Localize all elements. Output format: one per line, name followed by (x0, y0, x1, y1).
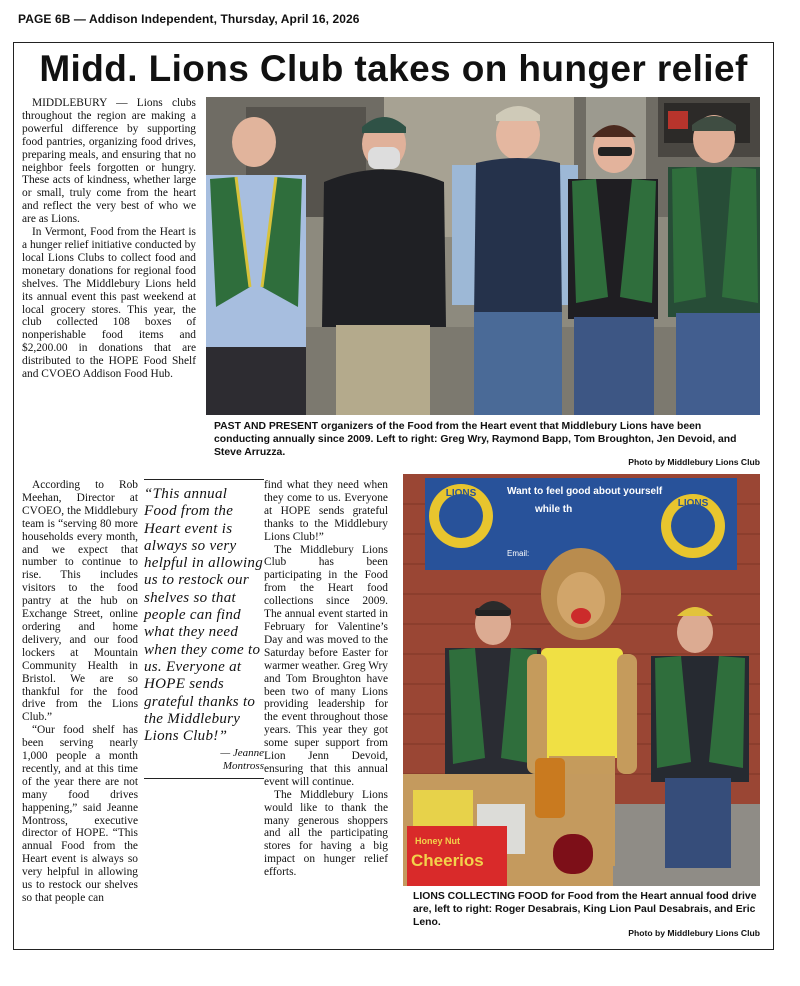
banner-lions-logo-text: LIONS (445, 488, 477, 499)
banner-lions-logo-text: LIONS (677, 498, 709, 509)
body-paragraph: MIDDLEBURY — Lions clubs throughout the region are making a powerful difference by supporting food pantries, organizing food drives, preparing meals, and ensuring that no neighbor feels forgotten or hungry. These acts of kindness, whether large or small, truly come from the heart and reflect the very best of who we are as Lions. (22, 97, 196, 226)
organizers-photo-credit: Photo by Middlebury Lions Club (628, 457, 760, 467)
pull-quote (144, 479, 264, 779)
page-folio: PAGE 6B — Addison Independent, Thursday, April 16, 2026 (18, 12, 360, 26)
cereal-box-text: Cheerios (411, 851, 484, 870)
cereal-box-text: Honey Nut (415, 836, 460, 846)
body-paragraph: find what they need when they come to us. Everyone at HOPE sends grateful thanks to the Middlebury Lions Club!” (264, 479, 388, 543)
pull-quote-text: “This annual Food from the Heart event is always so very helpful in allowing us to restock our shelves so that people can find what they need when they come to us. Everyone at HOPE sends grateful thanks to the Middlebury Lions Club!” (144, 486, 264, 745)
banner-text: while th (535, 504, 573, 515)
body-paragraph: The Middlebury Lions Club has been participating in the Food from the Heart food collections since 2009. The annual event started in February for Valentine’s Day and was moved to the Saturday before Easter for warmer weather. Greg Wry and Tom Broughton have been two of many Lions providing leadership for the event throughout those years. This year they got some super support from Lion Jenn Devoid, ensuring that this annual event will continue. (264, 543, 388, 788)
body-paragraph: According to Rob Meehan, Director at CVOEO, the Middlebury team is “serving 80 more households every month, and we expect that number to continue to rise. This includes visitors to the food pantry at the hub on Exchange Street, online ordering and home delivery, and our food lockers at Mountain Community Health in Bristol. We are so thankful for the food drive from the Lions Club.” (22, 479, 138, 724)
pull-quote-attribution-line: Montross (222, 759, 264, 772)
banner-text: Want to feel good about yourself (507, 486, 663, 497)
collecting-photo (403, 474, 760, 886)
collecting-photo-image (403, 474, 760, 886)
collecting-photo-caption: LIONS COLLECTING FOOD for Food from the Heart annual food drive are, left to right: Roger Desabrais, King Lion Paul Desabrais, and Eric Leno. (413, 891, 757, 928)
body-column-2 (264, 479, 388, 879)
organizers-photo-image (206, 97, 760, 415)
pull-quote-attribution-line: — Jeanne (220, 747, 264, 760)
organizers-photo-caption: PAST AND PRESENT organizers of the Food from the Heart event that Middlebury Lions have been conducting annually since 2009. Left to right: Greg Wry, Raymond Bapp, Tom Broughton, Jen Devoid, and Steve Arruzza. (214, 421, 737, 458)
pull-quote-attribution (144, 747, 264, 772)
organizers-photo (206, 97, 760, 415)
body-column-1b (22, 479, 138, 905)
banner-text: Email: (507, 549, 530, 558)
body-paragraph: “Our food shelf has been serving nearly 1,000 people a month recently, and at this time of the year there are not many food drives happening,” said Jeanne Montross, executive director of HOPE. “This annual Food from the Heart event is always so very helpful in allowing us to restock our shelves so that people can (22, 724, 138, 904)
body-paragraph: In Vermont, Food from the Heart is a hunger relief initiative conducted by local Lions Clubs to collect food and monetary donations for regional food shelves. The Middlebury Lions held its annual event this past weekend at local grocery stores. This year, the club collected 108 boxes of nonperishable food items and $2,200.00 in donations that are distributed to the HOPE Food Shelf and CVOEO Addison Food Hub. (22, 226, 196, 381)
article-frame (13, 42, 774, 950)
headline: Midd. Lions Club takes on hunger relief (39, 48, 748, 89)
body-paragraph: The Middlebury Lions would like to thank the many generous shoppers and all the participating stores for having a big impact on hunger relief efforts. (264, 788, 388, 879)
collecting-photo-credit: Photo by Middlebury Lions Club (628, 928, 760, 938)
body-column-1 (22, 97, 196, 381)
